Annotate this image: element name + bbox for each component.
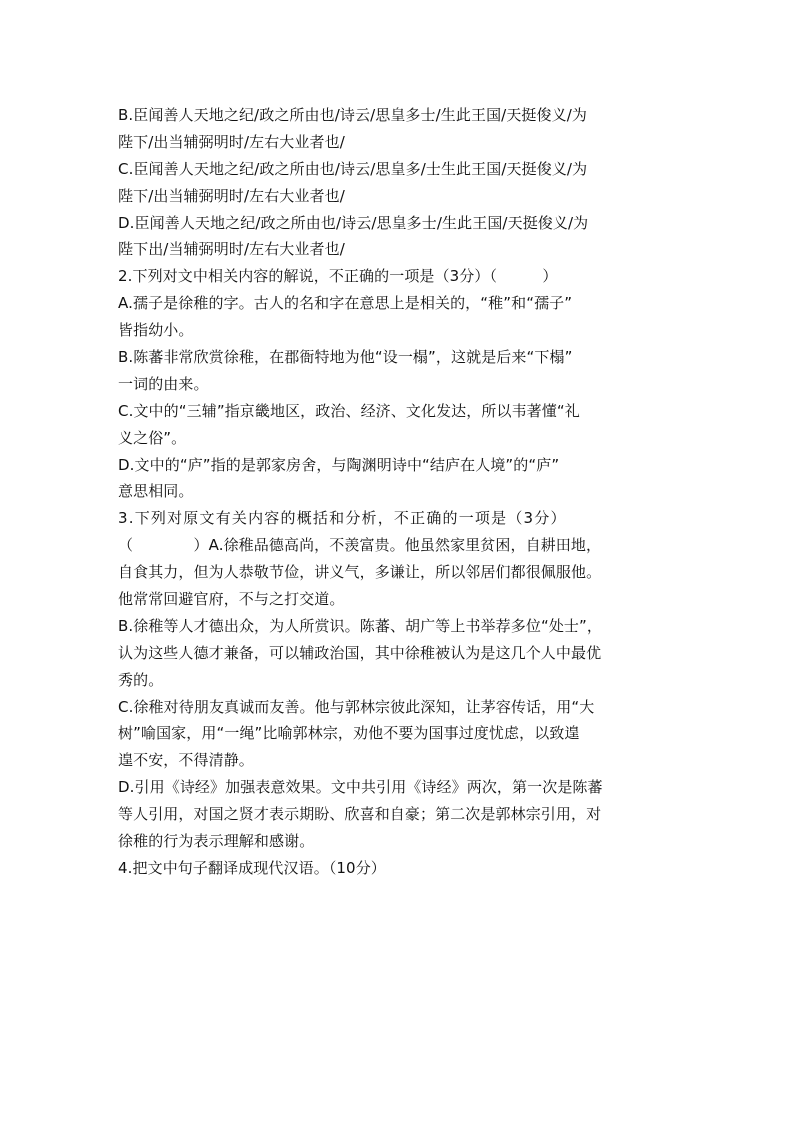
- q2-option-a-line-2: 皆指幼小。: [118, 321, 194, 340]
- q3-option-b-line-2: 认为这些人德才兼备，可以辅政治国，其中徐稚被认为是这几个人中最优: [118, 643, 602, 662]
- q2-option-d-line-2: 意思相同。: [118, 482, 194, 501]
- question-3-stem: 3.下列对原文有关内容的概括和分析，不正确的一项是（3分）: [118, 509, 567, 528]
- q3-option-a-line-1: （ ）A.徐稚品德高尚，不羡富贵。他虽然家里贫困，自耕田地，: [118, 536, 602, 555]
- q3-option-d-line-1: D.引用《诗经》加强表意效果。文中共引用《诗经》两次，第一次是陈蕃: [118, 778, 603, 797]
- q3-option-d-line-2: 等人引用，对国之贤才表示期盼、欣喜和自豪；第二次是郭林宗引用，对: [118, 805, 602, 824]
- option-d-line-1: D.臣闻善人天地之纪/政之所由也/诗云/思皇多士/生此王国/天挺俊义/为: [118, 213, 589, 232]
- question-4-stem: 4.把文中句子翻译成现代汉语。（10分）: [118, 858, 386, 877]
- q3-option-b-line-3: 秀的。: [118, 670, 164, 689]
- option-c-line-2: 陛下/出当辅弼明时/左右大业者也/: [118, 186, 345, 205]
- q2-option-c-line-2: 义之俗”。: [118, 428, 187, 447]
- document-page: [118, 102, 678, 882]
- q2-option-c-line-1: C.文中的“三辅”指京畿地区，政治、经济、文化发达，所以韦著懂“礼: [118, 401, 580, 420]
- q3-option-c-line-1: C.徐稚对待朋友真诚而友善。他与郭林宗彼此深知，让茅容传话，用“大: [118, 697, 595, 716]
- q3-option-d-line-3: 徐稚的行为表示理解和感谢。: [118, 832, 315, 851]
- option-d-line-2: 陛下出/当辅弼明时/左右大业者也/: [118, 240, 345, 259]
- option-c-line-1: C.臣闻善人天地之纪/政之所由也/诗云/思皇多/士生此王国/天挺俊义/为: [118, 159, 588, 178]
- q3-option-c-line-3: 遑不安，不得清静。: [118, 751, 254, 770]
- q3-option-c-line-2: 树”喻国家，用“一绳”比喻郭林宗，劝他不要为国事过度忧虑，以致遑: [118, 724, 580, 743]
- q2-option-b-line-2: 一词的由来。: [118, 374, 209, 393]
- q2-option-b-line-1: B.陈蕃非常欣赏徐稚，在郡衙特地为他“设一榻”，这就是后来“下榻”: [118, 348, 573, 367]
- q2-option-d-line-1: D.文中的“庐”指的是郭家房舍，与陶渊明诗中“结庐在人境”的“庐”: [118, 455, 560, 474]
- q3-option-a-line-2: 自食其力，但为人恭敬节俭，讲义气，多谦让，所以邻居们都很佩服他。: [118, 563, 602, 582]
- q3-option-a-line-3: 他常常回避官府，不与之打交道。: [118, 590, 345, 609]
- q2-option-a-line-1: A.孺子是徐稚的字。古人的名和字在意思上是相关的，“稚”和“孺子”: [118, 294, 573, 313]
- question-2-stem: 2.下列对文中相关内容的解说，不正确的一项是（3分）（ ）: [118, 267, 558, 286]
- option-b-line-1: B.臣闻善人天地之纪/政之所由也/诗云/思皇多士/生此王国/天挺俊义/为: [118, 106, 587, 124]
- q3-option-b-line-1: B.徐稚等人才德出众，为人所赏识。陈蕃、胡广等上书举荐多位“处士”，: [118, 616, 603, 635]
- option-b-line-2: 陛下/出当辅弼明时/左右大业者也/: [118, 132, 345, 151]
